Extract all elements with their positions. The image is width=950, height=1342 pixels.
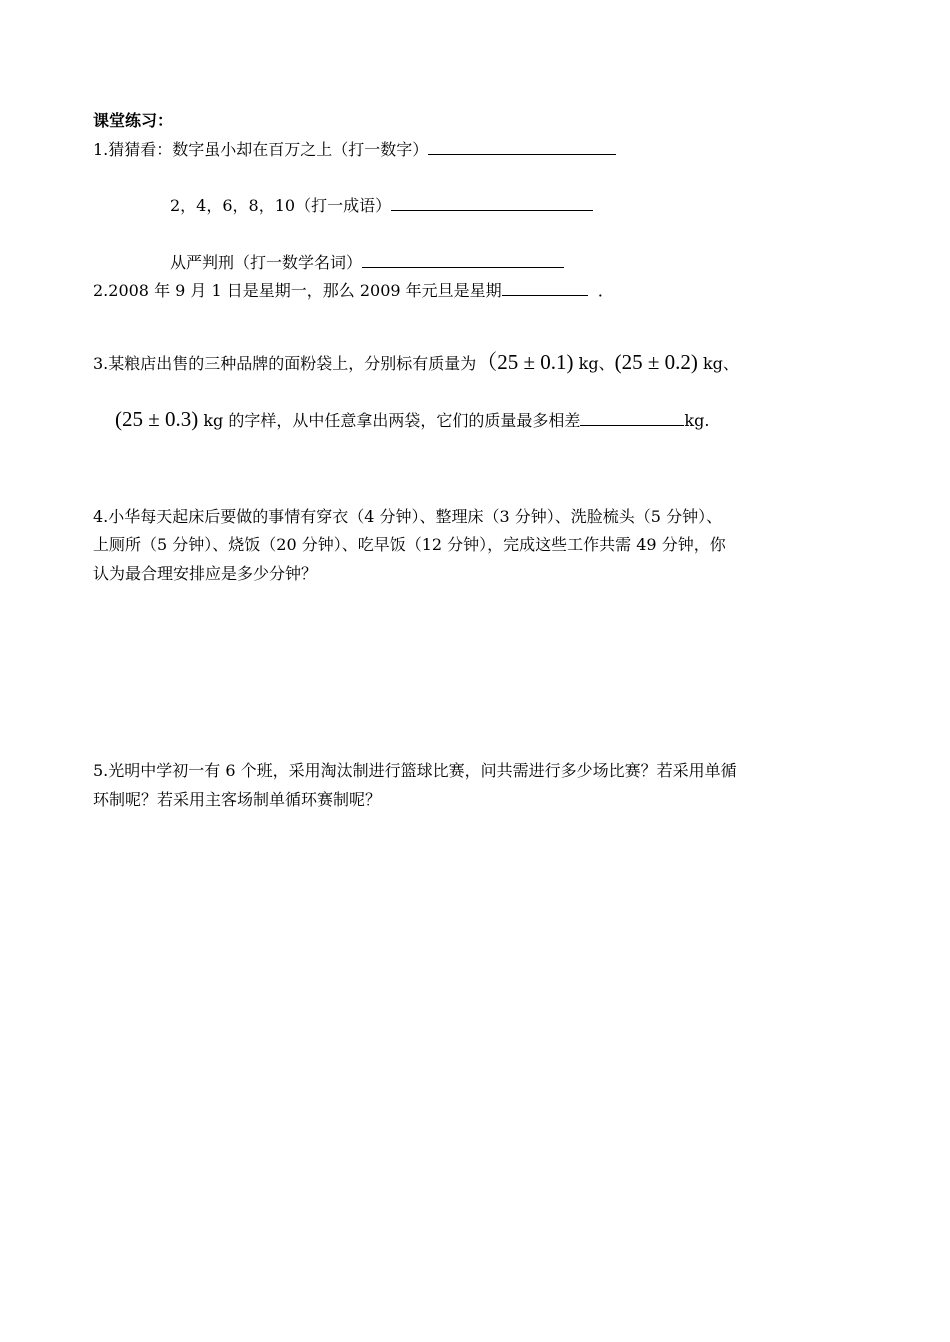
q3-mass-expression-2: (25 ± 0.2) [614,350,698,374]
q3-answer-blank[interactable] [580,409,684,426]
q1-line2: 2，4，6，8，10（打一成语） [170,194,593,217]
q5-line1: 5.光明中学初一有 6 个班，采用淘汰制进行篮球比赛，问共需进行多少场比赛？若采用单循 [93,761,737,780]
q4-line3: 认为最合理安排应是多少分钟？ [93,564,318,583]
q1-answer-blank-3[interactable] [362,251,564,268]
q2-line: 2.2008 年 9 月 1 日是星期一，那么 2009 年元旦是星期 ． [93,281,614,300]
q1-answer-blank-1[interactable] [428,138,616,155]
section-title: 课堂练习： [93,111,174,130]
q3-line2: (25 ± 0.3) kg 的字样，从中任意拿出两袋，它们的质量最多相差 kg. [115,407,710,431]
q4-line1: 4.小华每天起床后要做的事情有穿衣（4 分钟）、整理床（3 分钟）、洗脸梳头（5 分钟）、 [93,507,723,526]
q1-answer-blank-2[interactable] [391,194,593,211]
q1-line1: 1.猜猜看：数字虽小却在百万之上（打一数字） [93,138,616,161]
q3-mass-expression-3: (25 ± 0.3) [115,407,199,431]
q4-line2: 上厕所（5 分钟）、烧饭（20 分钟）、吃早饭（12 分钟），完成这些工作共需 49 分钟，你 [93,535,726,554]
q1-line3: 从严判刑（打一数学名词） [170,251,564,274]
q3-mass-expression-1: （25 ± 0.1) [476,350,574,374]
q2-answer-blank[interactable] [502,279,588,296]
q5-line2: 环制呢？若采用主客场制单循环赛制呢？ [93,790,382,809]
q3-line1: 3.某粮店出售的三种品牌的面粉袋上，分别标有质量为（25 ± 0.1) kg、(25 ± 0.2) kg、 [93,350,739,374]
